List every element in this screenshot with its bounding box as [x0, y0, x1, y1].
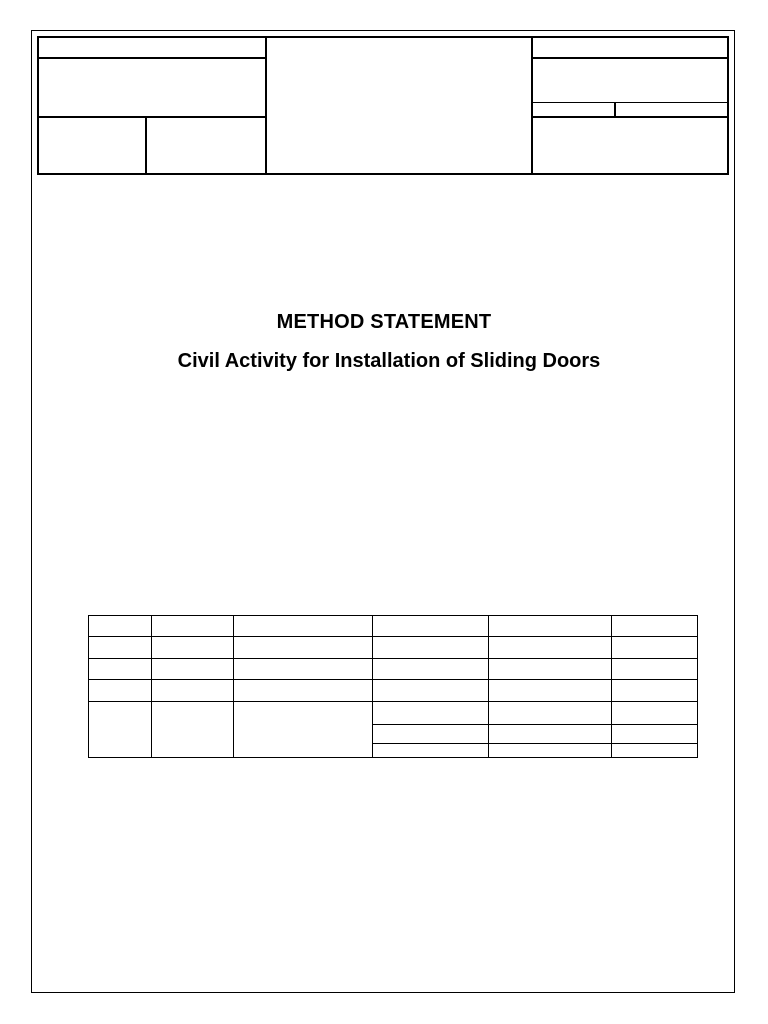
header-right-split [614, 102, 616, 117]
table-row-line [372, 724, 697, 725]
table-col-line [488, 616, 489, 757]
revision-table [88, 615, 698, 758]
header-right-line-1 [533, 57, 727, 59]
table-row-line [89, 679, 697, 680]
header-left-line-2 [39, 116, 265, 118]
header-right-line-2 [533, 102, 727, 103]
header-divider-left [265, 38, 267, 173]
header-title-block [37, 36, 729, 175]
document-subtitle: Civil Activity for Installation of Sliding Doors [177, 350, 601, 372]
table-row-line [89, 636, 697, 637]
header-left-line-1 [39, 57, 265, 59]
table-col-line [611, 616, 612, 757]
table-col-line [233, 616, 234, 757]
table-col-line [151, 616, 152, 757]
header-left-split [145, 116, 147, 173]
table-row-line [372, 743, 697, 744]
table-row-line [89, 658, 697, 659]
table-row-line [89, 701, 697, 702]
table-col-line [372, 616, 373, 757]
document-title: METHOD STATEMENT [276, 311, 492, 333]
header-right-line-3 [533, 116, 727, 118]
